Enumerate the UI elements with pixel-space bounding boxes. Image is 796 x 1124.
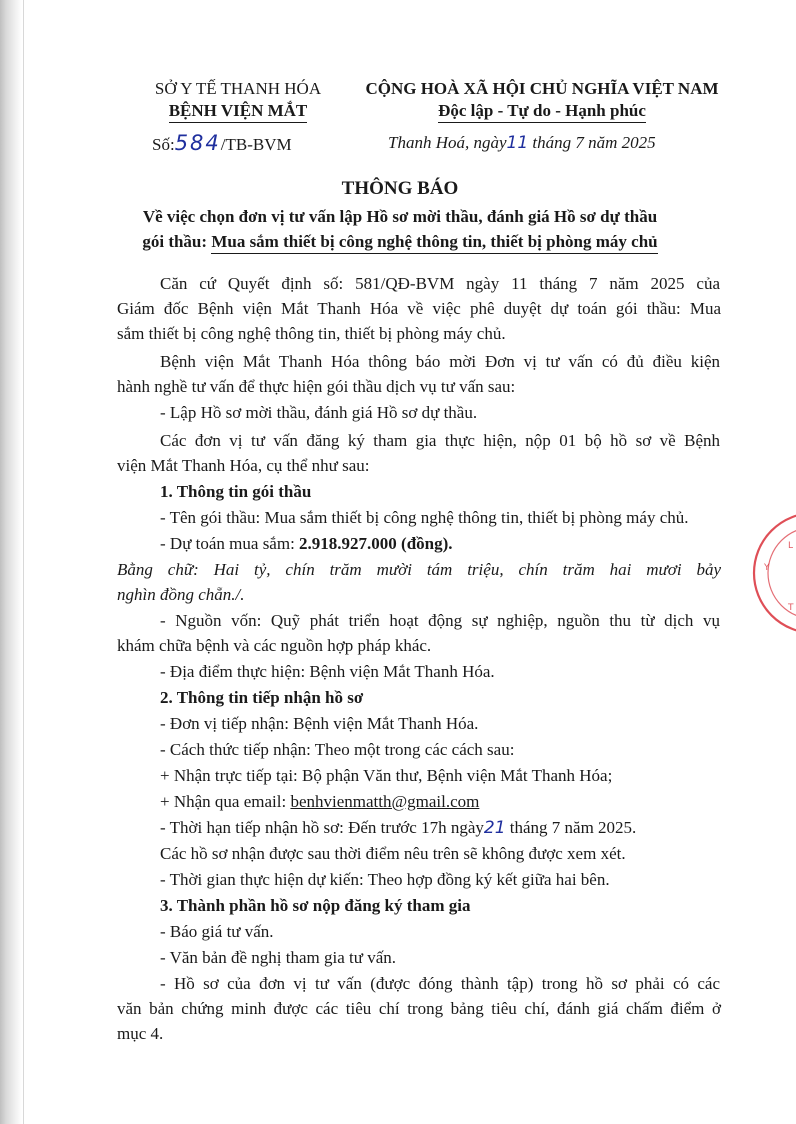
package-name: - Tên gói thầu: Mua sắm thiết bị công nghệ thông tin, thiết bị phòng máy chủ.: [160, 508, 689, 527]
country-name: CỘNG HOÀ XÃ HỘI CHỦ NGHĨA VIỆT NAM: [365, 79, 719, 98]
required-doc-quote: - Báo giá tư vấn.: [160, 922, 274, 941]
national-title-block: [352, 78, 732, 123]
red-seal-stamp: [736, 508, 796, 638]
handwritten-doc-number: 584: [174, 131, 221, 155]
budget-in-words-line2: nghìn đồng chẵn./.: [117, 585, 245, 604]
implementation-location: - Địa điểm thực hiện: Bệnh viện Mắt Thanh Hóa.: [160, 662, 495, 681]
paragraph-invite-line2: hành nghề tư vấn để thực hiện gói thầu dịch vụ tư vấn sau:: [117, 377, 516, 396]
paragraph-submit-line2: viện Mắt Thanh Hóa, cụ thể như sau:: [117, 456, 370, 475]
issuer-parent-org: SỞ Y TẾ THANH HÓA: [154, 79, 322, 98]
svg-text:T: T: [788, 603, 794, 613]
paragraph-submit-line1: Các đơn vị tư vấn đăng ký tham gia thực hiện, nộp 01 bộ hồ sơ về Bệnh: [160, 431, 720, 450]
late-submission-note: Các hồ sơ nhận được sau thời điểm nêu trên sẽ không được xem xét.: [160, 844, 626, 863]
document-title: THÔNG BÁO: [341, 178, 459, 199]
budget-in-words-line1: Bằng chữ: Hai tỷ, chín trăm mười tám triệu, chín trăm hai mươi bảy: [117, 560, 721, 579]
section-3-heading: 3. Thành phần hồ sơ nộp đăng ký tham gia: [160, 896, 471, 915]
document-number: Số:584/TB-BVM: [152, 131, 292, 155]
paragraph-basis-line3: sắm thiết bị công nghệ thông tin, thiết bị phòng máy chủ.: [117, 324, 506, 343]
funding-source-line1: - Nguồn vốn: Quỹ phát triển hoạt động sự nghiệp, nguồn thu từ dịch vụ: [160, 611, 720, 630]
receiving-email: + Nhận qua email: benhvienmatth@gmail.com: [160, 792, 480, 811]
handwritten-date-day: 11: [506, 133, 529, 153]
funding-source-line2: khám chữa bệnh và các nguồn hợp pháp khác.: [117, 636, 432, 655]
paragraph-basis-line1: Căn cứ Quyết định số: 581/QĐ-BVM ngày 11 tháng 7 năm 2025 của: [160, 274, 720, 293]
submission-deadline: - Thời hạn tiếp nhận hồ sơ: Đến trước 17h ngày21 tháng 7 năm 2025.: [160, 818, 637, 838]
expected-duration: - Thời gian thực hiện dự kiến: Theo hợp đồng ký kết giữa hai bên.: [160, 870, 610, 889]
service-item: - Lập Hồ sơ mời thầu, đánh giá Hồ sơ dự thầu.: [160, 403, 478, 422]
section-2-heading: 2. Thông tin tiếp nhận hồ sơ: [160, 688, 364, 707]
scan-edge-shadow: [0, 0, 22, 1124]
paragraph-invite-line1: Bệnh viện Mắt Thanh Hóa thông báo mời Đơn vị tư vấn có đủ điều kiện: [160, 352, 720, 371]
handwritten-deadline-day: 21: [483, 818, 506, 838]
email-link[interactable]: benhvienmatth@gmail.com: [290, 792, 480, 811]
required-doc-profile-line3: mục 4.: [117, 1024, 164, 1043]
national-motto: Độc lập - Tự do - Hạnh phúc: [352, 100, 732, 123]
scan-edge-line: [23, 0, 24, 1124]
receiving-method: - Cách thức tiếp nhận: Theo một trong các cách sau:: [160, 740, 515, 759]
required-doc-proposal: - Văn bản đề nghị tham gia tư vấn.: [160, 948, 396, 967]
document-subtitle: Về việc chọn đơn vị tư vấn lập Hồ sơ mời thầu, đánh giá Hồ sơ dự thầu gói thầu: Mua sắm thiết bị công nghệ thông tin, thiết bị phòng máy chủ: [90, 204, 710, 254]
budget-amount: 2.918.927.000 (đồng).: [299, 534, 453, 553]
document-date: Thanh Hoá, ngày11 tháng 7 năm 2025: [388, 133, 656, 153]
receiving-unit: - Đơn vị tiếp nhận: Bệnh viện Mắt Thanh Hóa.: [160, 714, 479, 733]
required-doc-profile-line2: văn bản chứng minh được các tiêu chí trong bảng tiêu chí, đánh giá chấm điểm ở: [117, 999, 721, 1018]
svg-text:L: L: [788, 541, 794, 551]
section-1-heading: 1. Thông tin gói thầu: [160, 482, 312, 501]
paragraph-basis-line2: Giám đốc Bệnh viện Mắt Thanh Hóa về việc phê duyệt dự toán gói thầu: Mua: [117, 299, 721, 318]
required-doc-profile-line1: - Hồ sơ của đơn vị tư vấn (được đóng thành tập) trong hồ sơ phải có các: [160, 974, 720, 993]
svg-text:Y: Y: [764, 563, 770, 573]
issuer-org: BỆNH VIỆN MẮT: [138, 100, 338, 123]
package-budget: - Dự toán mua sắm: 2.918.927.000 (đồng).: [160, 534, 453, 553]
receiving-direct: + Nhận trực tiếp tại: Bộ phận Văn thư, Bệnh viện Mắt Thanh Hóa;: [160, 766, 613, 785]
issuer-block: [138, 78, 338, 123]
